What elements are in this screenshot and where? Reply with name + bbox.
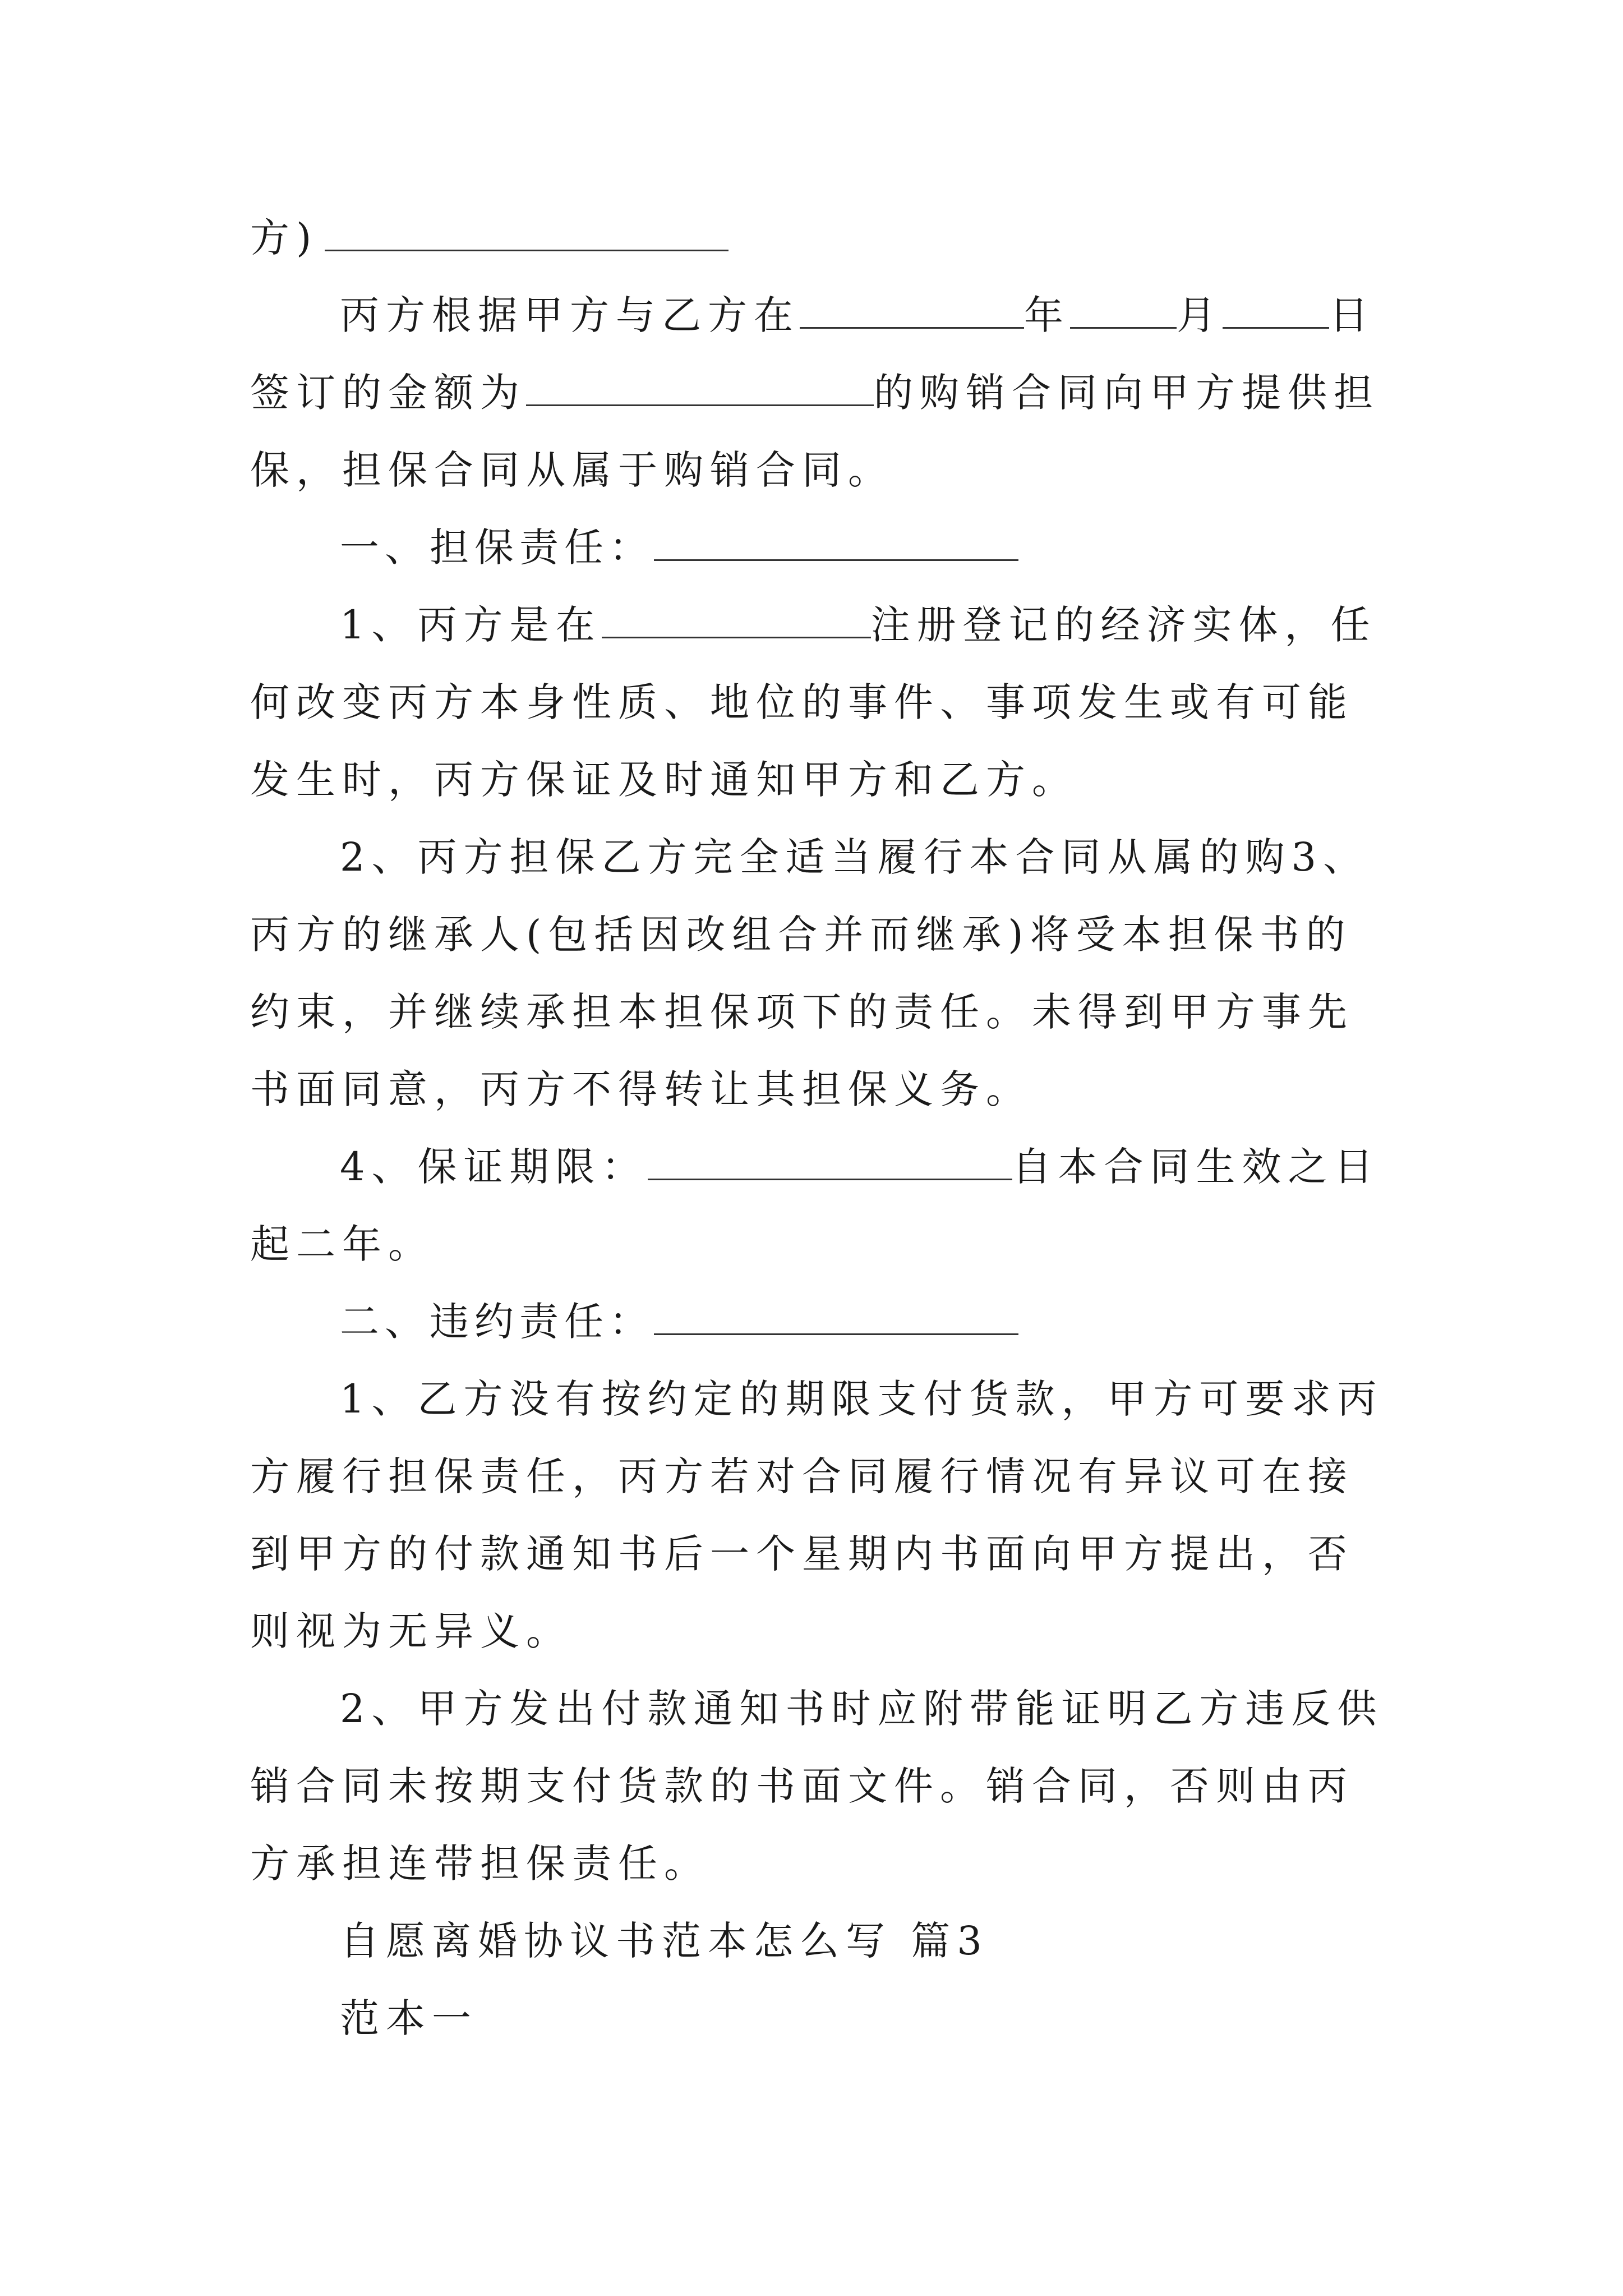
- text: 1、丙方是在: [340, 602, 602, 648]
- paragraph-item-1: [250, 586, 1389, 818]
- text: 月: [1177, 292, 1223, 338]
- text: 日签订的金额为: [250, 292, 1375, 416]
- text: 自本合同生效之日起二年。: [250, 1144, 1380, 1267]
- section-heading-breach-liability: [250, 1283, 1389, 1360]
- blank-line: [654, 1301, 1018, 1335]
- paragraph-breach-1: [250, 1360, 1389, 1670]
- paragraph-item-4: [250, 1128, 1389, 1283]
- document-body: [250, 199, 1389, 2057]
- text: 注册登记的经济实体，任何改变丙方本身性质、地位的事件、事项发生或有可能发生时，丙方保证及时通知甲方和乙方。: [250, 602, 1377, 803]
- blank-line: [654, 527, 1018, 561]
- text: 自愿离婚协议书范本怎么写 篇3: [340, 1918, 989, 1964]
- text: 1、乙方没有按约定的期限支付货款，甲方可要求丙方履行担保责任，丙方若对合同履行情况有异议可在接到甲方的付款通知书后一个星期内书面向甲方提出，否则视为无异义。: [250, 1376, 1384, 1654]
- text: 2、甲方发出付款通知书时应附带能证明乙方违反供销合同未按期支付货款的书面文件。销合同，否则由丙方承担连带担保责任。: [250, 1686, 1384, 1887]
- section-heading-guarantee-liability: [250, 509, 1389, 586]
- text: 范本一: [340, 1995, 478, 2041]
- paragraph-guarantee-basis: [250, 277, 1389, 509]
- text: 年: [1024, 292, 1070, 338]
- text: 4、保证期限：: [340, 1144, 648, 1190]
- paragraph-breach-2: [250, 1670, 1389, 1902]
- blank-period: [648, 1146, 1012, 1180]
- text: 一、担保责任：: [340, 524, 654, 570]
- text: 的购销合同向甲方提供担保，担保合同从属于购销合同。: [250, 370, 1380, 493]
- text: 丙方根据甲方与乙方在: [340, 292, 800, 338]
- text: 方): [250, 215, 319, 261]
- paragraph-party-c-line: [250, 199, 1389, 277]
- article-title: [250, 1902, 1389, 1980]
- blank-line: [325, 217, 728, 251]
- text: 2、丙方担保乙方完全适当履行本合同从属的购3、丙方的继承人(包括因改组合并而继承)将受本担保书的约束，并继续承担本担保项下的责任。未得到甲方事先书面同意，丙方不得转让其担保义务。: [250, 834, 1370, 1112]
- blank-month: [1070, 295, 1177, 329]
- paragraph-item-2-3: [250, 818, 1389, 1128]
- blank-day: [1223, 295, 1329, 329]
- blank-amount: [526, 372, 874, 406]
- blank-year: [800, 295, 1024, 329]
- blank-registration: [602, 604, 871, 638]
- text: 二、违约责任：: [340, 1299, 654, 1345]
- sample-label: [250, 1980, 1389, 2057]
